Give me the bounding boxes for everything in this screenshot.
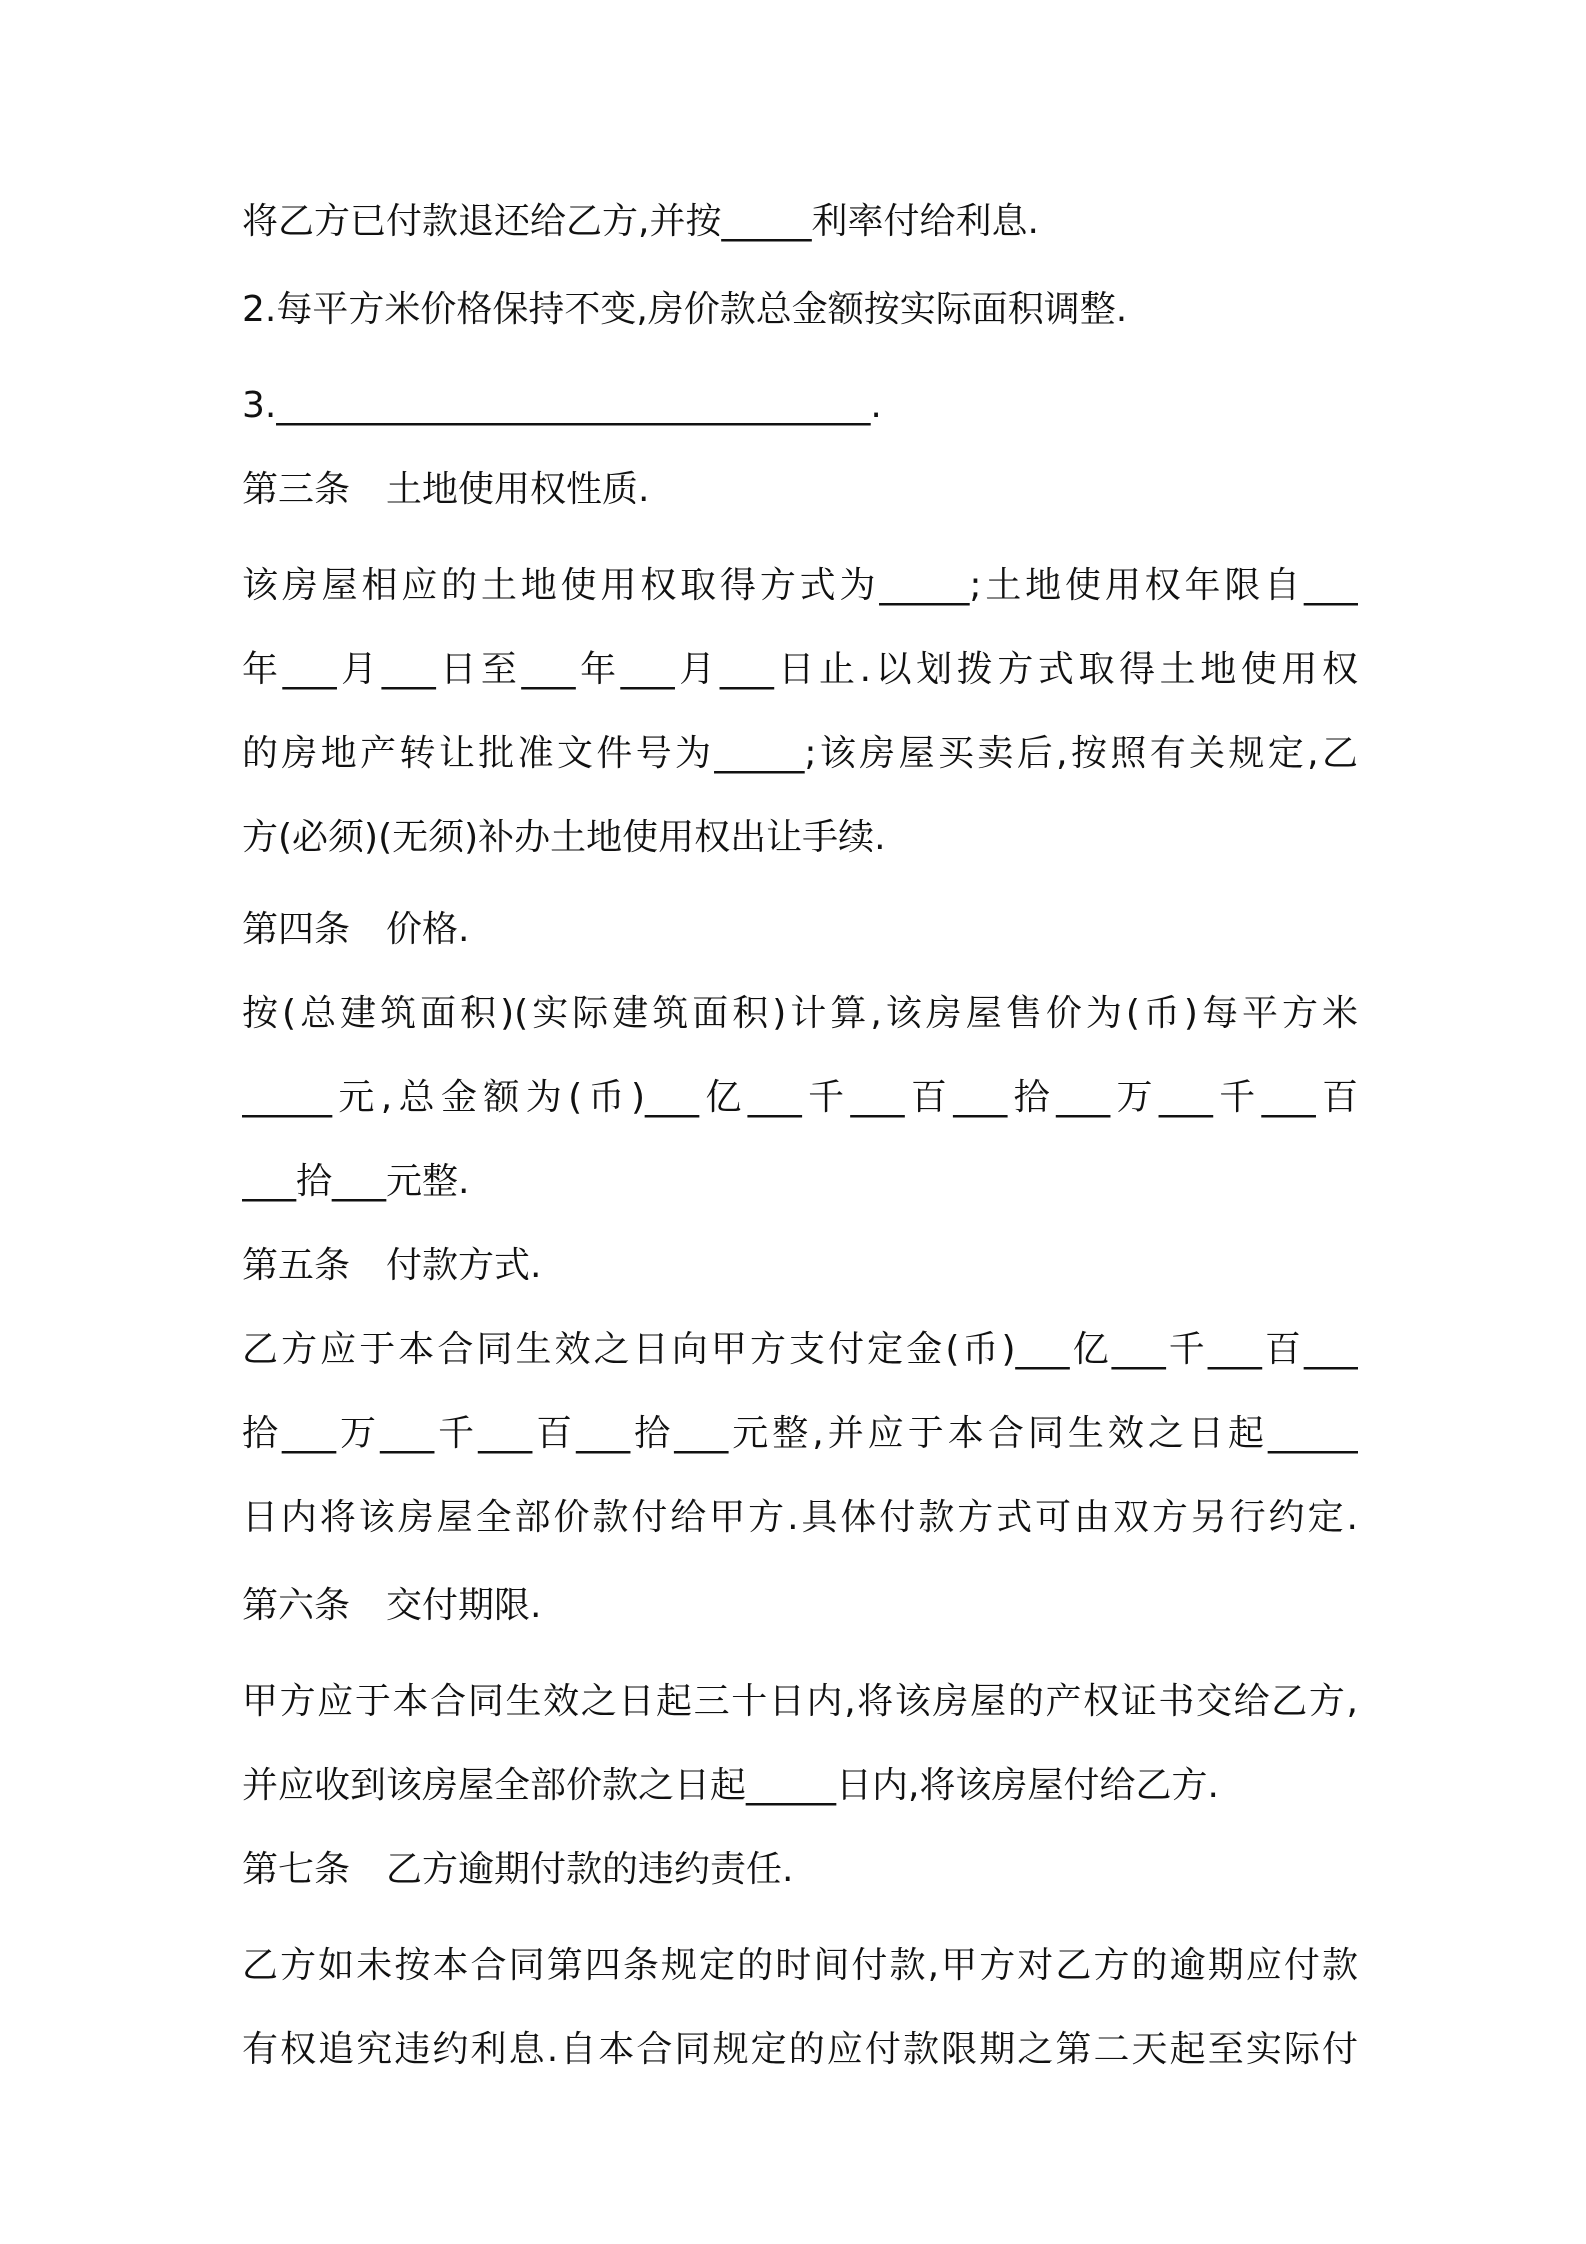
section-heading: 第七条 乙方逾期付款的违约责任. <box>242 1849 794 1890</box>
text-line: 有权追究违约利息.自本合同规定的应付款限期之第二天起至实际付 <box>242 2029 1358 2070</box>
text-line: 将乙方已付款退还给乙方,并按_____利率付给利息. <box>242 201 1039 242</box>
text-line: ___拾___元整. <box>242 1161 470 1202</box>
text-line: 并应收到该房屋全部价款之日起_____日内,将该房屋付给乙方. <box>242 1765 1219 1806</box>
document-body <box>242 196 1358 2076</box>
text-line: 日内将该房屋全部价款付给甲方.具体付款方式可由双方另行约定. <box>242 1497 1358 1538</box>
text-line: 乙方如未按本合同第四条规定的时间付款,甲方对乙方的逾期应付款 <box>242 1945 1358 1986</box>
text-line: 该房屋相应的土地使用权取得方式为_____;土地使用权年限自___ <box>242 565 1358 606</box>
text-line: 3._________________________________. <box>242 385 882 426</box>
text-line: 2.每平方米价格保持不变,房价款总金额按实际面积调整. <box>242 289 1128 330</box>
section-heading: 第六条 交付期限. <box>242 1585 542 1626</box>
text-line: 按(总建筑面积)(实际建筑面积)计算,该房屋售价为(币)每平方米 <box>242 993 1358 1034</box>
text-line: 年___月___日至___年___月___日止.以划拨方式取得土地使用权 <box>242 649 1358 690</box>
section-heading: 第五条 付款方式. <box>242 1245 542 1286</box>
text-line: _____元,总金额为(币)___亿___千___百___拾___万___千___百 <box>242 1077 1358 1118</box>
section-heading: 第四条 价格. <box>242 909 470 950</box>
text-line: 拾___万___千___百___拾___元整,并应于本合同生效之日起_____ <box>242 1413 1358 1454</box>
text-line: 乙方应于本合同生效之日向甲方支付定金(币)___亿___千___百___ <box>242 1329 1358 1370</box>
text-line: 的房地产转让批准文件号为_____;该房屋买卖后,按照有关规定,乙 <box>242 733 1358 774</box>
text-line: 甲方应于本合同生效之日起三十日内,将该房屋的产权证书交给乙方, <box>242 1681 1358 1722</box>
text-line: 方(必须)(无须)补办土地使用权出让手续. <box>242 817 886 858</box>
section-heading: 第三条 土地使用权性质. <box>242 469 650 510</box>
